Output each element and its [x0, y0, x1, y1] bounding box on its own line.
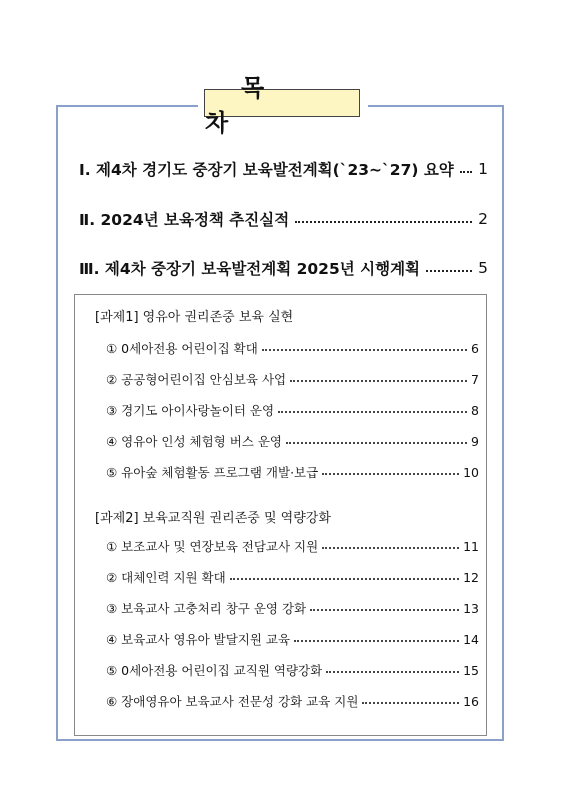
toc-sub-item[interactable]	[106, 463, 479, 481]
toc-sub-item[interactable]	[106, 339, 479, 357]
toc-page-number: 8	[471, 402, 479, 418]
toc-main-label: Ⅲ. 제4차 중장기 보육발전계획 2025년 시행계획	[79, 260, 421, 278]
toc-page-number: 14	[463, 631, 479, 647]
leader-dots	[362, 702, 459, 704]
leader-dots	[286, 442, 467, 444]
title-box	[198, 74, 368, 137]
task-heading: [과제2] 보육교직원 권리존중 및 역량강화	[95, 511, 331, 526]
toc-sub-item[interactable]	[106, 401, 479, 419]
toc-page-number: 2	[478, 210, 488, 228]
toc-sub-label: ③ 경기도 아이사랑놀이터 운영	[106, 403, 275, 418]
toc-sub-label: ⑤ 0세아전용 어린이집 교직원 역량강화	[106, 663, 323, 678]
leader-dots	[230, 578, 459, 580]
leader-dots	[295, 221, 472, 223]
toc-sub-label: ⑥ 장애영유아 보육교사 전문성 강화 교육 지원	[106, 694, 359, 709]
toc-page-number: 1	[478, 160, 488, 178]
toc-page-number: 16	[463, 693, 479, 709]
toc-sub-label: ② 공공형어린이집 안심보육 사업	[106, 372, 287, 387]
toc-sub-item[interactable]	[106, 537, 479, 555]
toc-sub-label: ⑤ 유아숲 체험활동 프로그램 개발·보급	[106, 465, 319, 480]
toc-page-number: 11	[463, 538, 479, 554]
toc-page-number: 13	[463, 600, 479, 616]
toc-page-number: 5	[478, 259, 488, 277]
leader-dots	[326, 671, 459, 673]
toc-sub-label: ① 보조교사 및 연장보육 전담교사 지원	[106, 539, 319, 554]
toc-main-item[interactable]	[79, 256, 488, 280]
toc-sub-item[interactable]	[106, 370, 479, 388]
toc-page-number: 12	[463, 569, 479, 585]
toc-main-label: Ⅱ. 2024년 보육정책 추진실적	[79, 211, 290, 229]
toc-sub-label: ② 대체인력 지원 확대	[106, 570, 226, 585]
leader-dots	[460, 171, 472, 173]
toc-main-label: Ⅰ. 제4차 경기도 중장기 보육발전계획(`23~`27) 요약	[79, 161, 454, 179]
leader-dots	[310, 609, 459, 611]
toc-sub-item[interactable]	[106, 630, 479, 648]
toc-sub-label: ① 0세아전용 어린이집 확대	[106, 341, 258, 356]
leader-dots	[278, 411, 467, 413]
toc-sub-label: ④ 보육교사 영유아 발달지원 교육	[106, 632, 291, 647]
toc-sub-item[interactable]	[106, 661, 479, 679]
toc-page-number: 9	[471, 433, 479, 449]
toc-main-item[interactable]	[79, 157, 488, 181]
toc-sub-item[interactable]	[106, 432, 479, 450]
toc-sub-label: ④ 영유아 인성 체험형 버스 운영	[106, 434, 282, 449]
toc-page-number: 10	[463, 464, 479, 480]
leader-dots	[322, 473, 459, 475]
toc-sub-item[interactable]	[106, 599, 479, 617]
toc-page-number: 7	[471, 371, 479, 387]
leader-dots	[262, 349, 467, 351]
toc-sub-item[interactable]	[106, 568, 479, 586]
toc-page-number: 15	[463, 662, 479, 678]
toc-page-number: 6	[471, 340, 479, 356]
toc-sub-label: ③ 보육교사 고충처리 창구 운영 강화	[106, 601, 307, 616]
toc-main-item[interactable]	[79, 207, 488, 231]
leader-dots	[322, 547, 459, 549]
leader-dots	[290, 380, 467, 382]
leader-dots	[294, 640, 459, 642]
leader-dots	[426, 270, 472, 272]
task-heading: [과제1] 영유아 권리존중 보육 실현	[95, 310, 294, 325]
page-title: 목 차	[204, 89, 360, 117]
toc-sub-item[interactable]	[106, 692, 479, 710]
